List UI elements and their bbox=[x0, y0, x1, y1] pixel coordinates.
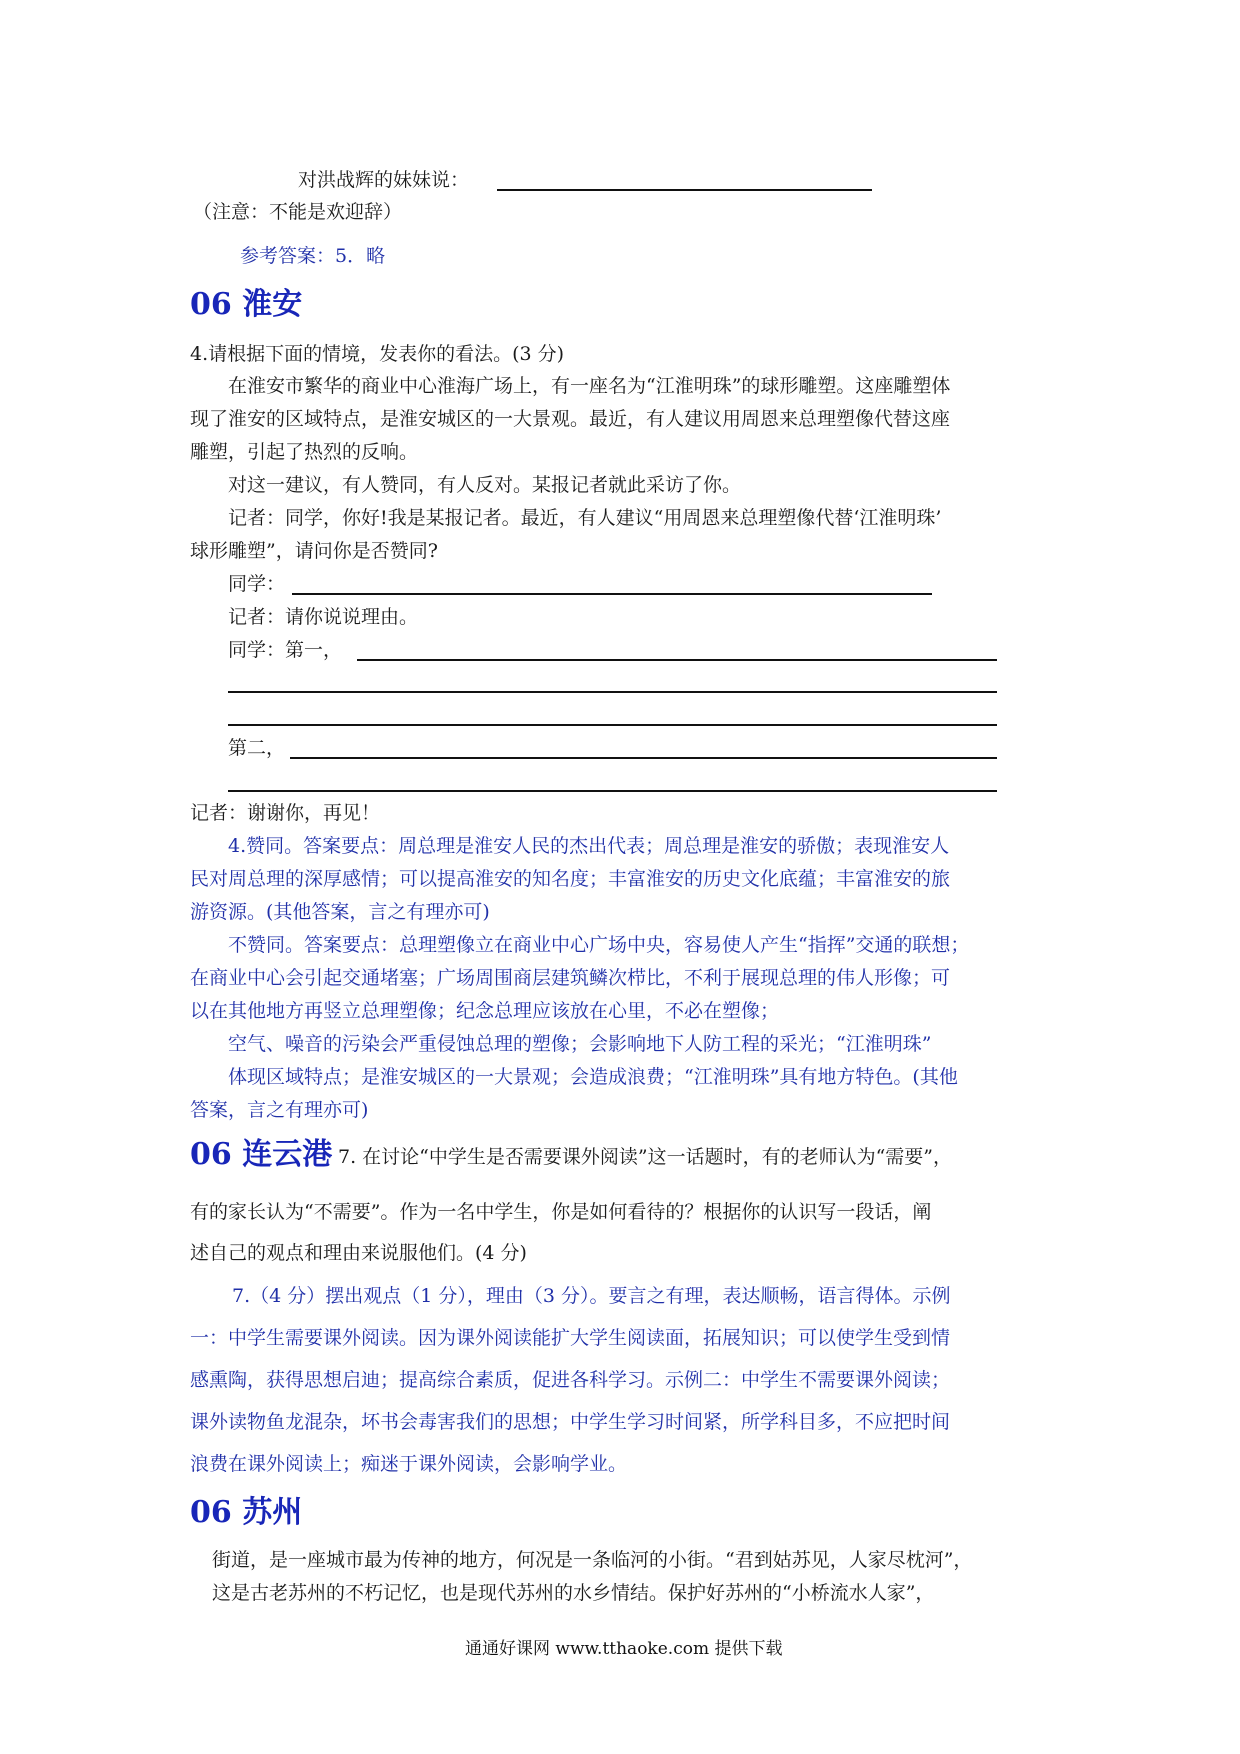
answer-disagree-line-5: 体现区域特点；是淮安城区的一大景观；会造成浪费；“江淮明珠”具有地方特色。(其他 bbox=[228, 1066, 958, 1088]
suzhou-paragraph-line-1: 街道，是一座城市最为传神的地方，何况是一条临河的小街。“君到姑苏见，人家尽枕河”， bbox=[212, 1549, 973, 1571]
student-reply-line[interactable] bbox=[292, 593, 932, 595]
sister-prompt-label: 对洪战辉的妹妹说： bbox=[298, 169, 470, 191]
first-reason-line-1[interactable] bbox=[357, 659, 997, 661]
reporter-question-line-1: 记者：同学，你好!我是某报记者。最近，有人建议“用周恩来总理塑像代替‘江淮明珠’ bbox=[228, 507, 942, 529]
answer-disagree-line-1: 不赞同。答案要点：总理塑像立在商业中心广场中央，容易使人产生“指挥”交通的联想； bbox=[228, 934, 970, 956]
suzhou-paragraph-line-2: 这是古老苏州的不朽记忆，也是现代苏州的水乡情结。保护好苏州的“小桥流水人家”， bbox=[212, 1582, 935, 1604]
scenario-line-2: 现了淮安的区域特点，是淮安城区的一大景观。最近，有人建议用周恩来总理塑像代替这座 bbox=[190, 408, 951, 430]
answer-disagree-line-2: 在商业中心会引起交通堵塞；广场周围商层建筑鳞次栉比，不利于展现总理的伟人形像；可 bbox=[190, 967, 951, 989]
first-reason-line-2[interactable] bbox=[228, 691, 997, 693]
answer-agree-line-3: 游资源。(其他答案，言之有理亦可) bbox=[190, 901, 490, 923]
answer-7-line-3: 感熏陶，获得思想启迪；提高综合素质，促进各科学习。示例二：中学生不需要课外阅读； bbox=[190, 1369, 951, 1391]
page-footer: 通通好课网 www.tthaoke.com 提供下载 bbox=[465, 1639, 783, 1659]
answer-7-line-2: 一：中学生需要课外阅读。因为课外阅读能扩大学生阅读面，拓展知识；可以使学生受到情 bbox=[190, 1327, 951, 1349]
note-text: （注意：不能是欢迎辞） bbox=[193, 201, 403, 223]
answer-7-line-5: 浪费在课外阅读上；痴迷于课外阅读，会影响学业。 bbox=[190, 1453, 628, 1475]
reference-answer-5: 参考答案：5．略 bbox=[240, 245, 386, 267]
question-7-line-3: 述自己的观点和理由来说服他们。(4 分) bbox=[190, 1242, 527, 1264]
answer-disagree-line-3: 以在其他地方再竖立总理塑像；纪念总理应该放在心里，不必在塑像； bbox=[190, 1000, 780, 1022]
question-4: 4.请根据下面的情境，发表你的看法。(3 分) bbox=[190, 343, 565, 365]
scenario-paragraph-2: 对这一建议，有人赞同，有人反对。某报记者就此采访了你。 bbox=[228, 474, 742, 496]
student-first-label: 同学：第一， bbox=[228, 639, 343, 661]
sister-answer-line[interactable] bbox=[497, 189, 872, 191]
question-7-line-1: 7. 在讨论“中学生是否需要课外阅读”这一话题时，有的老师认为“需要”， bbox=[338, 1146, 953, 1168]
answer-7-line-4: 课外读物鱼龙混杂，坏书会毒害我们的思想；中学生学习时间紧，所学科目多，不应把时间 bbox=[190, 1411, 951, 1433]
second-reason-line-1[interactable] bbox=[290, 757, 997, 759]
student-reply-label: 同学： bbox=[228, 573, 286, 595]
scenario-line-3: 雕塑，引起了热烈的反响。 bbox=[190, 441, 419, 463]
reporter-reason-request: 记者：请你说说理由。 bbox=[228, 606, 419, 628]
student-second-label: 第二， bbox=[228, 737, 286, 759]
answer-agree-line-2: 民对周总理的深厚感情；可以提高淮安的知名度；丰富淮安的历史文化底蕴；丰富淮安的旅 bbox=[190, 868, 951, 890]
scenario-line-1: 在淮安市繁华的商业中心淮海广场上，有一座名为“江淮明珠”的球形雕塑。这座雕塑体 bbox=[228, 375, 951, 397]
answer-disagree-line-4: 空气、噪音的污染会严重侵蚀总理的塑像；会影响地下人防工程的采光；“江淮明珠” bbox=[228, 1033, 932, 1055]
heading-suzhou: 06 苏州 bbox=[190, 1495, 303, 1530]
heading-huaian: 06 淮安 bbox=[190, 287, 303, 322]
second-reason-line-2[interactable] bbox=[228, 790, 997, 792]
answer-disagree-line-6: 答案，言之有理亦可) bbox=[190, 1099, 369, 1121]
answer-7-line-1: 7.（4 分）摆出观点（1 分），理由（3 分）。要言之有理，表达顺畅，语言得体。示例 bbox=[232, 1285, 951, 1307]
reporter-question-line-2: 球形雕塑”，请问你是否赞同? bbox=[190, 540, 438, 562]
answer-agree-line-1: 4.赞同。答案要点：周总理是淮安人民的杰出代表；周总理是淮安的骄傲；表现淮安人 bbox=[228, 835, 950, 857]
heading-lianyungang: 06 连云港 bbox=[190, 1137, 333, 1172]
first-reason-line-3[interactable] bbox=[228, 724, 997, 726]
reporter-farewell: 记者：谢谢你，再见！ bbox=[190, 802, 381, 824]
question-7-line-2: 有的家长认为“不需要”。作为一名中学生，你是如何看待的？根据你的认识写一段话，阐 bbox=[190, 1201, 932, 1223]
